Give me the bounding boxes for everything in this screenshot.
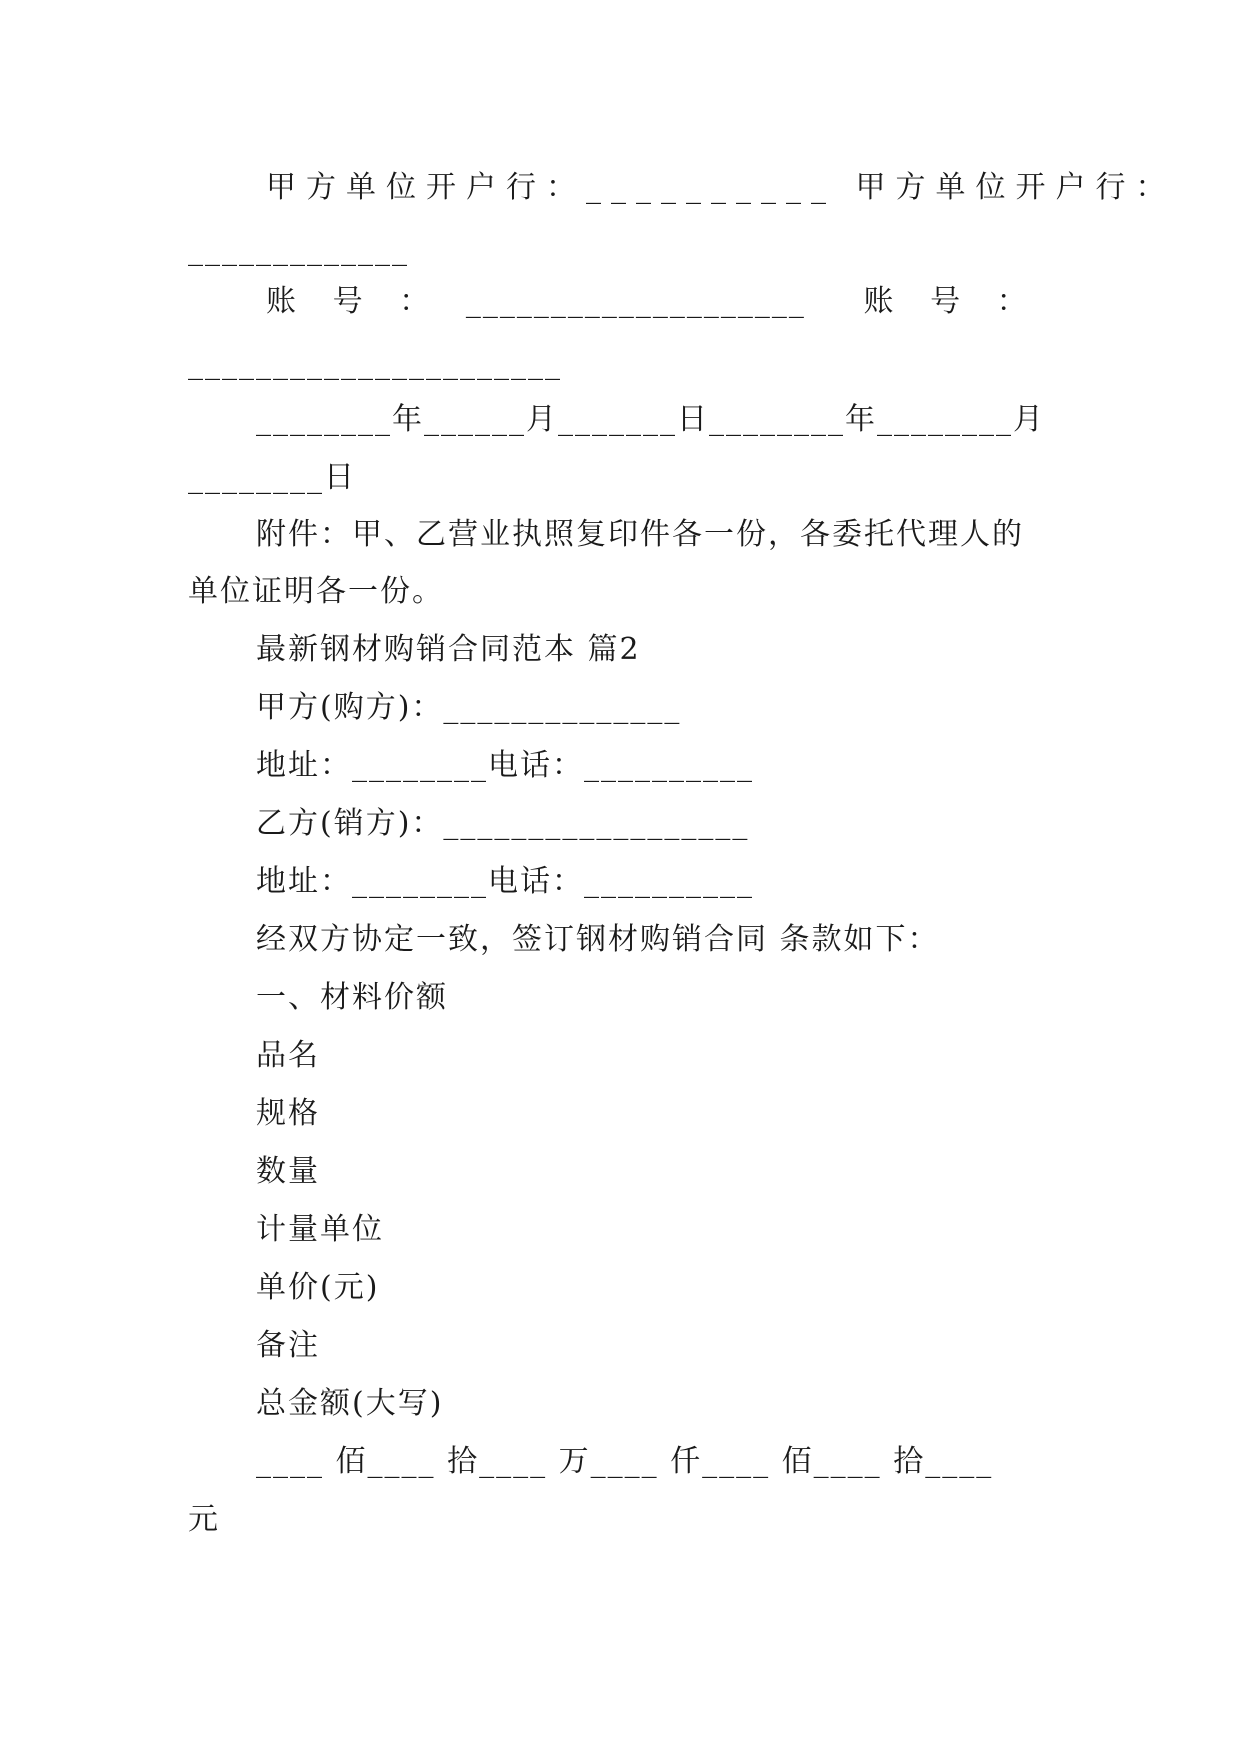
date-line-continued: ________日 <box>188 460 356 495</box>
field-product-name: 品名 <box>256 1038 320 1073</box>
bank-line: 甲方单位开户行：__________ 甲方单位开户行： <box>266 170 1176 205</box>
clause-heading: 一、材料价额 <box>256 980 448 1015</box>
field-quantity: 数量 <box>256 1154 320 1189</box>
party-b-line: 乙方(销方)：__________________ <box>256 806 750 841</box>
party-a-line: 甲方(购方)：______________ <box>256 690 682 725</box>
field-remarks: 备注 <box>256 1328 320 1363</box>
field-unit: 计量单位 <box>256 1212 384 1247</box>
account-line-continued: ______________________ <box>188 346 562 381</box>
attachment-paragraph-continued: 单位证明各一份。 <box>188 574 444 609</box>
field-unit-price: 单价(元) <box>256 1270 380 1305</box>
date-line: ________年______月_______日________年________月 <box>256 402 1045 437</box>
field-specification: 规格 <box>256 1096 320 1131</box>
party-a-address-line: 地址：________电话：__________ <box>256 748 754 783</box>
amount-blanks-line: ____ 佰____ 拾____ 万____ 仟____ 佰____ 拾____ <box>256 1444 994 1479</box>
agreement-line: 经双方协定一致，签订钢材购销合同 条款如下： <box>256 922 940 957</box>
section-title: 最新钢材购销合同范本 篇2 <box>256 632 641 667</box>
attachment-paragraph: 附件：甲、乙营业执照复印件各一份，各委托代理人的 <box>256 517 1024 552</box>
amount-currency-line: 元 <box>188 1502 220 1537</box>
party-b-address-line: 地址：________电话：__________ <box>256 864 754 899</box>
bank-line-continued: _____________ <box>188 232 409 267</box>
account-line: 账 号 ： ____________________ 账 号 ： <box>266 284 1029 319</box>
field-total-amount: 总金额(大写) <box>256 1386 444 1421</box>
